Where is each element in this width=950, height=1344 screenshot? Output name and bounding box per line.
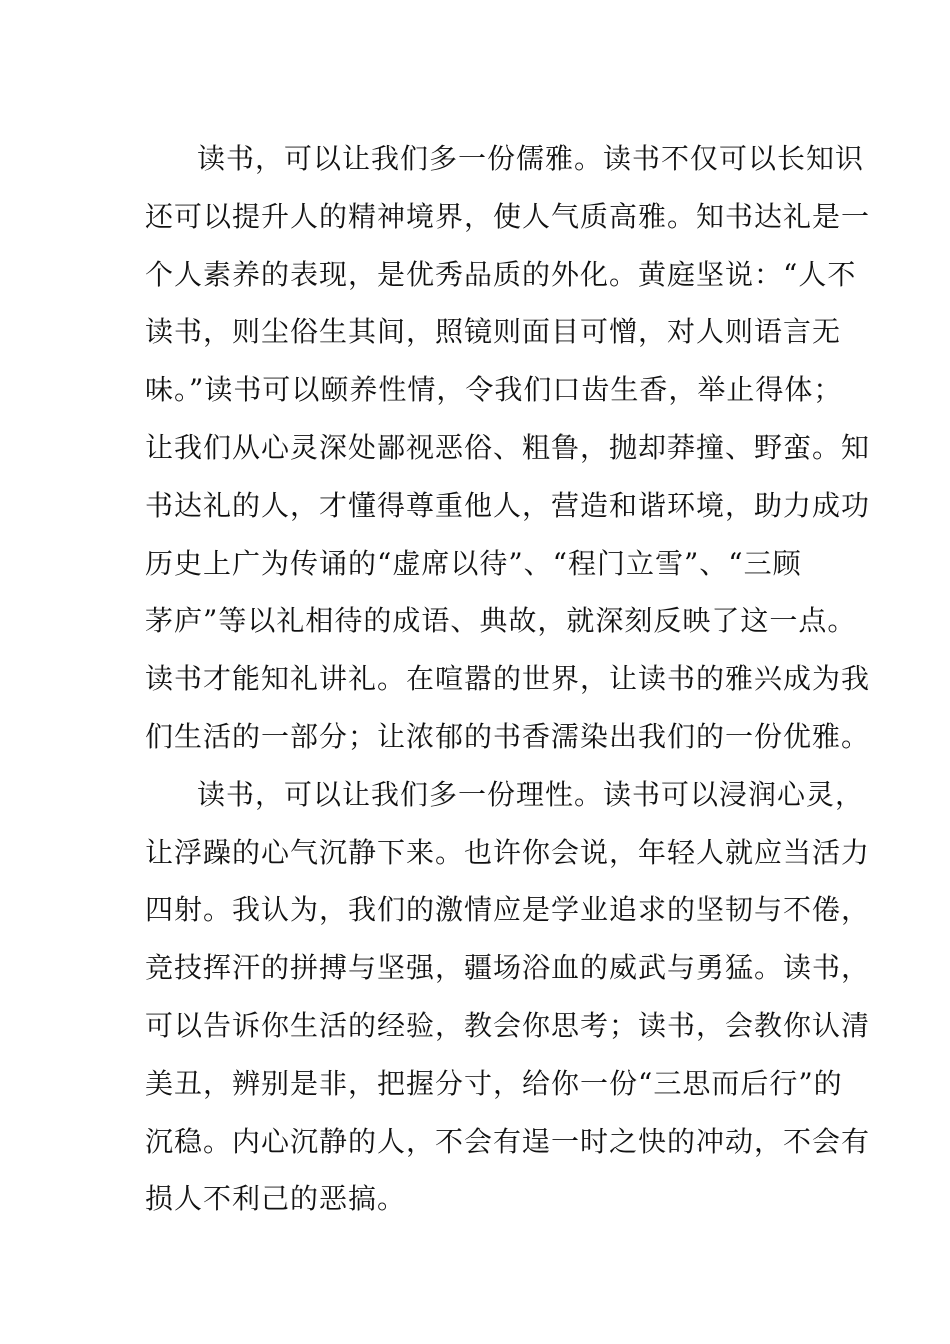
text-line: 读书才能知礼讲礼。在喧嚣的世界，让读书的雅兴成为我 — [145, 662, 871, 696]
text-line: 沉稳。内心沉静的人，不会有逞一时之快的冲动，不会有 — [145, 1124, 871, 1158]
text-line: 损人不利己的恶搞。 — [145, 1182, 407, 1216]
text-line: 让浮躁的心气沉静下来。也许你会说，年轻人就应当活力 — [145, 835, 871, 869]
text-line: 书达礼的人，才懂得尊重他人，营造和谐环境，助力成功 — [145, 488, 871, 522]
document-body — [145, 130, 871, 1228]
text-line: 让我们从心灵深处鄙视恶俗、粗鲁，抛却莽撞、野蛮。知 — [145, 430, 871, 464]
text-line: 们生活的一部分；让浓郁的书香濡染出我们的一份优雅。 — [145, 719, 871, 753]
paragraph-2 — [145, 766, 871, 1228]
text-line: 读书，可以让我们多一份儒雅。读书不仅可以长知识 — [197, 142, 865, 175]
text-line: 读书，则尘俗生其间，照镜则面目可憎，对人则语言无 — [145, 315, 842, 349]
text-line: 四射。我认为，我们的激情应是学业追求的坚韧与不倦， — [145, 893, 871, 927]
text-line: 味。”读书可以颐养性情，令我们口齿生香，举止得体； — [145, 373, 843, 407]
text-line: 还可以提升人的精神境界，使人气质高雅。知书达礼是一 — [145, 199, 871, 233]
text-line: 竞技挥汗的拼搏与坚强，疆场浴血的威武与勇猛。读书， — [145, 951, 871, 985]
text-line: 历史上广为传诵的“虚席以待”、“程门立雪”、“三顾 — [145, 546, 802, 580]
text-line: 茅庐”等以礼相待的成语、典故，就深刻反映了这一点。 — [145, 604, 857, 638]
paragraph-1 — [145, 130, 871, 766]
text-line: 美丑，辨别是非，把握分寸，给你一份“三思而后行”的 — [145, 1066, 843, 1100]
text-line: 个人素养的表现，是优秀品质的外化。黄庭坚说：“人不 — [145, 257, 857, 291]
text-line: 可以告诉你生活的经验，教会你思考；读书，会教你认清 — [145, 1008, 871, 1042]
text-line: 读书，可以让我们多一份理性。读书可以浸润心灵， — [197, 777, 865, 811]
